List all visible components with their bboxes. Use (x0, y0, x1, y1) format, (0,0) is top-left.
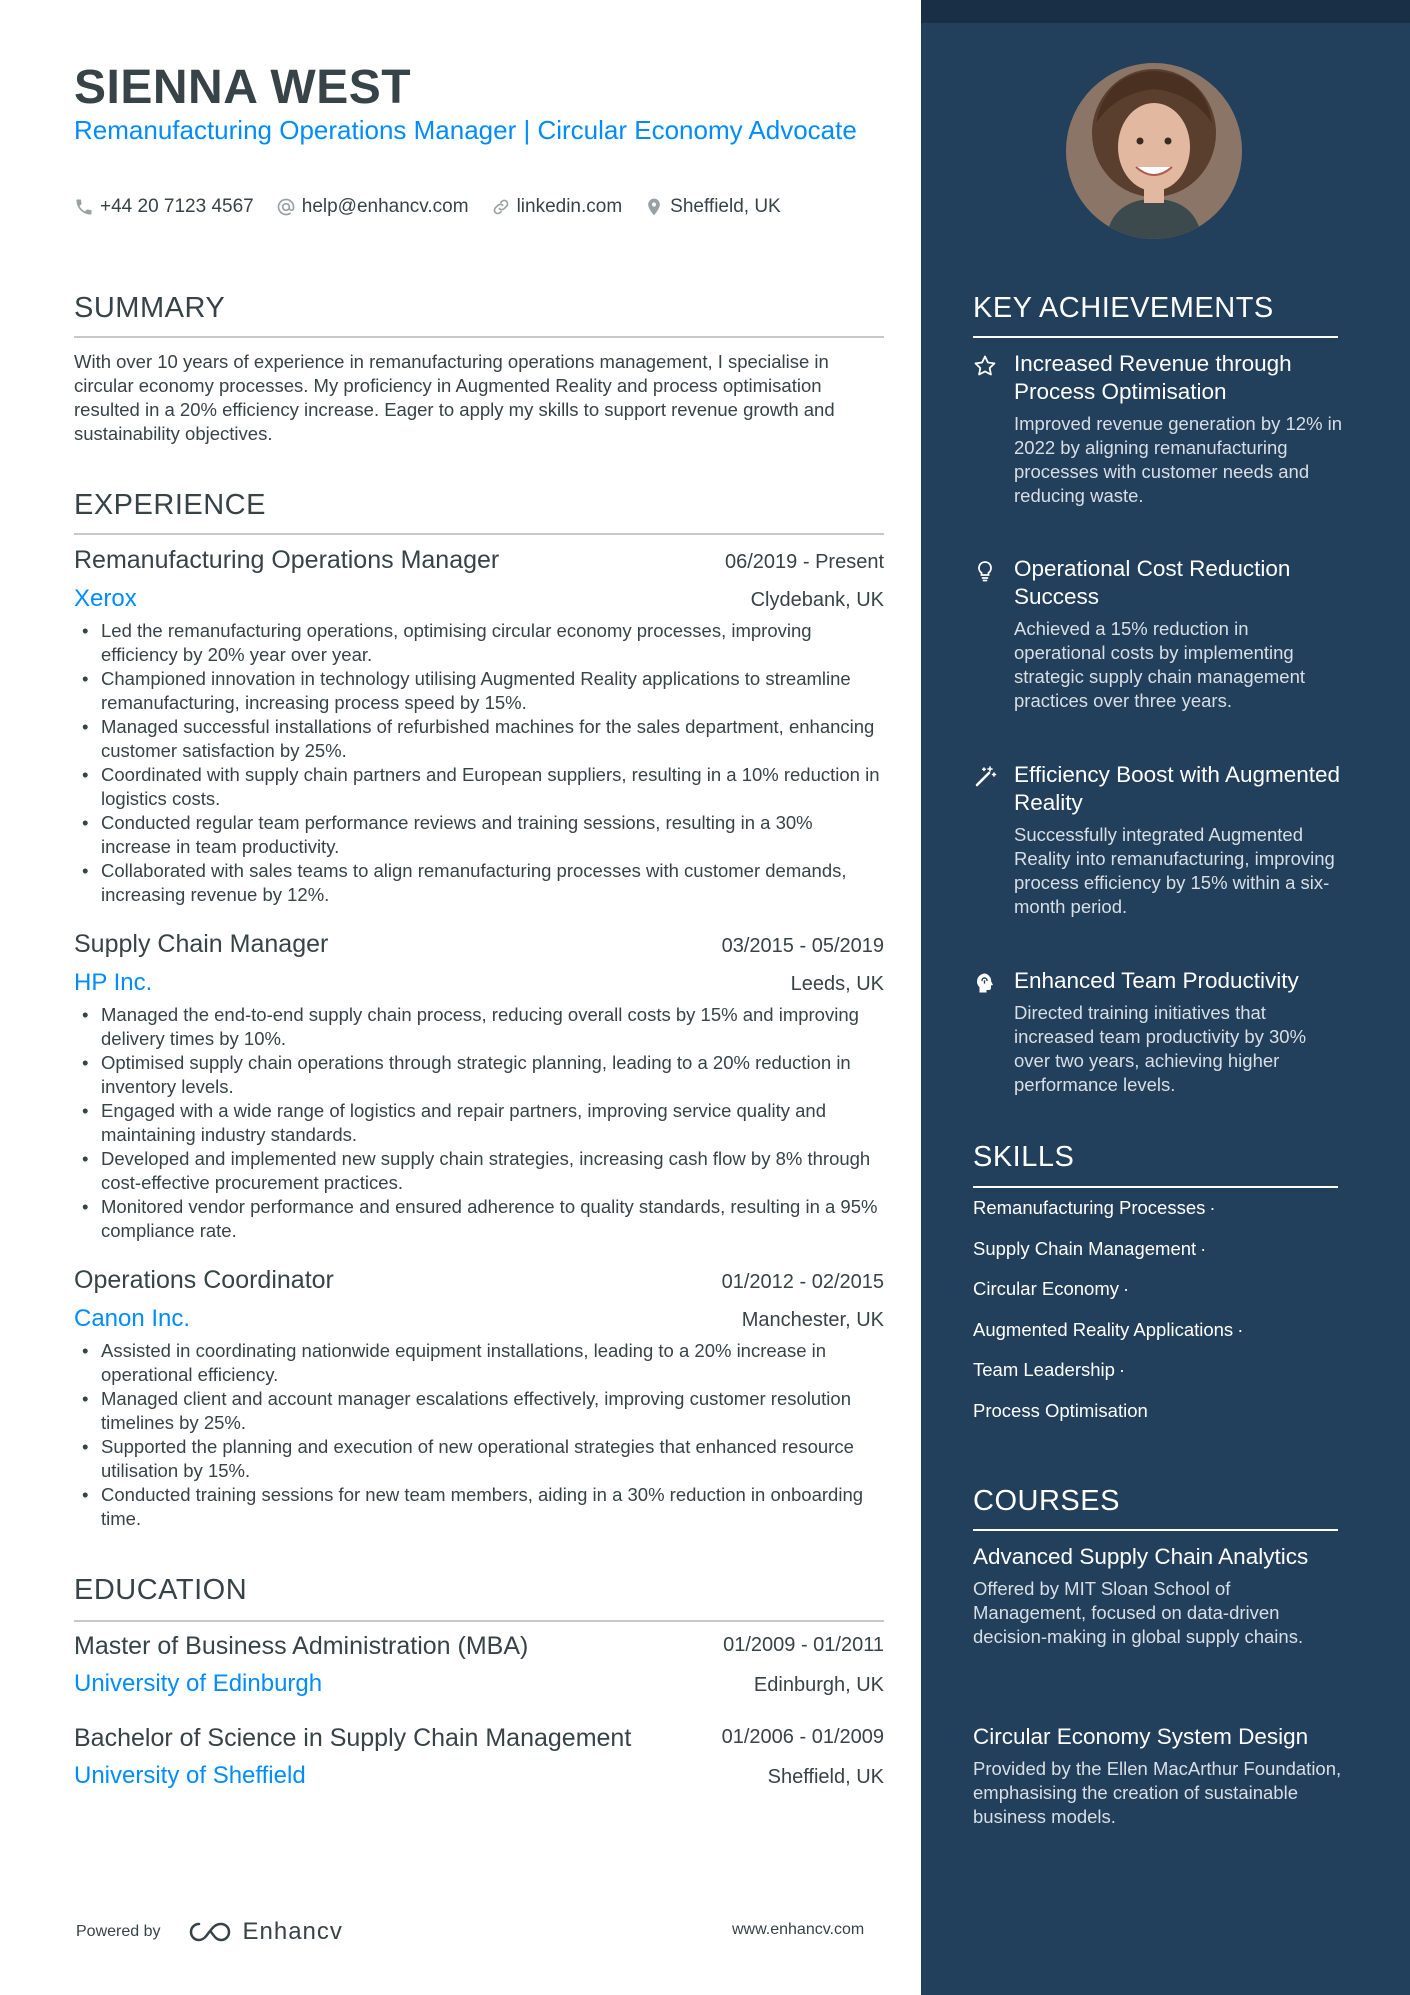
job-entry (74, 1266, 884, 1531)
bullet-item: • Championed innovation in technology utilising Augmented Reality applications to streamline remanufacturing, increasing process speed by 15%. (74, 667, 884, 715)
bullet-item: • Collaborated with sales teams to align remanufacturing processes with customer demands, increasing revenue by 12%. (74, 859, 884, 907)
skill-label: Process Optimisation (973, 1399, 1148, 1421)
achievement-title: Enhanced Team Productivity (1014, 968, 1299, 993)
contact-phone[interactable] (74, 196, 254, 218)
brain-head-icon (973, 971, 997, 995)
bullet-item: • Supported the planning and execution of new operational strategies that enhanced resource utilisation by 15%. (74, 1435, 884, 1483)
edu-degree: Master of Business Administration (MBA) (74, 1632, 529, 1660)
job-entry (74, 930, 884, 1243)
contact-email-text: help@enhancv.com (301, 196, 469, 217)
skills-heading: SKILLS (973, 1141, 1075, 1173)
bullet-item: • Assisted in coordinating nationwide equipment installations, leading to a 20% increase in operational efficiency. (74, 1339, 884, 1387)
skill-item (973, 1277, 1243, 1318)
skill-separator: · (1118, 1359, 1126, 1381)
contact-location (644, 196, 781, 218)
edu-school[interactable]: University of Sheffield (74, 1762, 306, 1789)
course-item (973, 1723, 1343, 1829)
job-dates: 06/2019 - Present (725, 551, 884, 573)
lightbulb-icon (973, 559, 997, 583)
job-location: Clydebank, UK (750, 589, 884, 611)
job-bullets (74, 619, 884, 907)
infinity-logo-icon (187, 1920, 233, 1944)
job-company[interactable]: Canon Inc. (74, 1305, 191, 1332)
achievement-desc: Successfully integrated Augmented Reality into remanufacturing, improving process efficiency by 15% within a six-month period. (1014, 824, 1335, 917)
job-company[interactable]: Xerox (74, 585, 137, 612)
summary-text: With over 10 years of experience in remanufacturing operations management, I specialise in circular economy processes. My proficiency in Augmented Reality and process optimisation resulted in a 20% efficiency increase. Eager to apply my skills to support revenue growth and sustainability objectives. (74, 351, 835, 444)
bullet-item: • Managed the end-to-end supply chain process, reducing overall costs by 15% and improving delivery times by 10%. (74, 1003, 884, 1051)
courses-heading: COURSES (973, 1485, 1120, 1517)
achievement-title: Efficiency Boost with Augmented Reality (1014, 762, 1341, 815)
bullet-item: • Optimised supply chain operations through strategic planning, leading to a 20% reduction in inventory levels. (74, 1051, 884, 1099)
skill-item (973, 1358, 1243, 1399)
bullet-item: • Led the remanufacturing operations, optimising circular economy processes, improving efficiency by 20% year over year. (74, 619, 884, 667)
edu-location: Sheffield, UK (767, 1766, 884, 1788)
course-title: Circular Economy System Design (973, 1724, 1309, 1749)
course-item (973, 1543, 1343, 1649)
achievements-heading: KEY ACHIEVEMENTS (973, 292, 1274, 324)
phone-icon (74, 197, 94, 217)
skill-item (973, 1196, 1243, 1237)
bullet-item: • Developed and implemented new supply chain strategies, increasing cash flow by 8% through cost-effective procurement practices. (74, 1147, 884, 1195)
education-divider (74, 1620, 884, 1622)
bullet-item: • Conducted regular team performance reviews and training sessions, resulting in a 30% increase in team productivity. (74, 811, 884, 859)
job-role: Remanufacturing Operations Manager (74, 546, 500, 574)
job-location: Manchester, UK (741, 1309, 884, 1331)
powered-by-label: Powered by (76, 1923, 161, 1940)
edu-school[interactable]: University of Edinburgh (74, 1670, 323, 1697)
achievements-divider (973, 336, 1338, 338)
achievement-desc: Directed training initiatives that increased team productivity by 30% over two years, achieving higher performance levels. (1014, 1002, 1307, 1095)
contact-location-text: Sheffield, UK (670, 196, 781, 217)
contact-bar (74, 196, 781, 218)
achievement-desc: Achieved a 15% reduction in operational costs by implementing strategic supply chain management practices over three years. (1014, 618, 1306, 711)
contact-phone-text: +44 20 7123 4567 (100, 196, 254, 217)
job-dates: 01/2012 - 02/2015 (721, 1271, 884, 1293)
footer-branding (76, 1918, 343, 1946)
course-title: Advanced Supply Chain Analytics (973, 1544, 1309, 1569)
job-bullets (74, 1003, 884, 1243)
bullet-item: • Coordinated with supply chain partners and European suppliers, resulting in a 10% reduction in logistics costs. (74, 763, 884, 811)
magic-wand-icon (973, 765, 997, 789)
job-location: Leeds, UK (790, 973, 884, 995)
contact-linkedin-text: linkedin.com (516, 196, 623, 217)
skill-separator: · (1200, 1237, 1207, 1259)
skill-label: Remanufacturing Processes (973, 1197, 1206, 1218)
skill-separator: · (1209, 1197, 1216, 1218)
job-role: Operations Coordinator (74, 1266, 334, 1294)
bullet-item: • Monitored vendor performance and ensured adherence to quality standards, resulting in a 95% compliance rate. (74, 1195, 884, 1243)
education-heading: EDUCATION (74, 1574, 248, 1606)
skill-separator: · (1237, 1318, 1244, 1340)
edu-dates: 01/2009 - 01/2011 (723, 1634, 884, 1656)
edu-dates: 01/2006 - 01/2009 (721, 1726, 884, 1748)
bullet-item: • Conducted training sessions for new team members, aiding in a 30% reduction in onboarding time. (74, 1483, 884, 1531)
skill-item (973, 1318, 1243, 1359)
job-dates: 03/2015 - 05/2019 (721, 935, 884, 957)
skill-label: Augmented Reality Applications (973, 1318, 1234, 1340)
skill-item (973, 1237, 1243, 1278)
edu-degree: Bachelor of Science in Supply Chain Management (74, 1724, 632, 1752)
location-icon (644, 197, 664, 217)
skills-divider (973, 1186, 1338, 1188)
job-bullets (74, 1339, 884, 1531)
course-desc: Provided by the Ellen MacArthur Foundation, emphasising the creation of sustainable business models. (973, 1758, 1342, 1827)
skill-label: Supply Chain Management (973, 1237, 1197, 1259)
candidate-name: SIENNA WEST (74, 61, 412, 114)
job-entry (74, 546, 884, 907)
job-company[interactable]: HP Inc. (74, 969, 153, 996)
sidebar-top-band (921, 0, 1410, 23)
achievement-item (973, 761, 1343, 919)
achievement-title: Operational Cost Reduction Success (1014, 556, 1291, 609)
skill-item (973, 1399, 1243, 1440)
enhancv-logo[interactable] (187, 1918, 343, 1946)
star-icon (973, 354, 997, 378)
courses-divider (973, 1529, 1338, 1531)
contact-linkedin[interactable] (491, 196, 623, 218)
bullet-item: • Managed successful installations of refurbished machines for the sales department, enhancing customer satisfaction by 25%. (74, 715, 884, 763)
experience-divider (74, 533, 884, 535)
bullet-item: • Managed client and account manager escalations effectively, improving customer resolution timelines by 25%. (74, 1387, 884, 1435)
skill-label: Team Leadership (973, 1359, 1115, 1381)
job-role: Supply Chain Manager (74, 930, 329, 958)
achievement-item (973, 555, 1343, 713)
summary-heading: SUMMARY (74, 292, 226, 324)
edu-location: Edinburgh, UK (753, 1674, 884, 1696)
education-entry (74, 1630, 884, 1698)
candidate-title: Remanufacturing Operations Manager | Circular Economy Advocate (74, 115, 857, 145)
avatar (1066, 63, 1242, 239)
skills-list (973, 1196, 1243, 1440)
footer-website[interactable]: www.enhancv.com (732, 1921, 865, 1938)
bullet-item: • Engaged with a wide range of logistics and repair partners, improving service quality and maintaining industry standards. (74, 1099, 884, 1147)
education-entry (74, 1722, 884, 1790)
achievement-item (973, 967, 1343, 1097)
achievement-title: Increased Revenue through Process Optimisation (1014, 351, 1292, 404)
skill-label: Circular Economy (973, 1278, 1119, 1300)
achievement-item (973, 350, 1343, 508)
brand-name: Enhancv (242, 1918, 343, 1945)
link-icon (491, 197, 511, 217)
summary-divider (74, 336, 884, 338)
skill-separator: · (1123, 1278, 1130, 1300)
course-desc: Offered by MIT Sloan School of Management, focused on data-driven decision-making in global supply chains. (973, 1578, 1304, 1647)
experience-heading: EXPERIENCE (74, 489, 266, 521)
achievement-desc: Improved revenue generation by 12% in 2022 by aligning remanufacturing processes with customer needs and reducing waste. (1014, 413, 1343, 506)
sidebar (921, 0, 1410, 1995)
at-icon (276, 197, 296, 217)
contact-email[interactable] (276, 196, 469, 218)
